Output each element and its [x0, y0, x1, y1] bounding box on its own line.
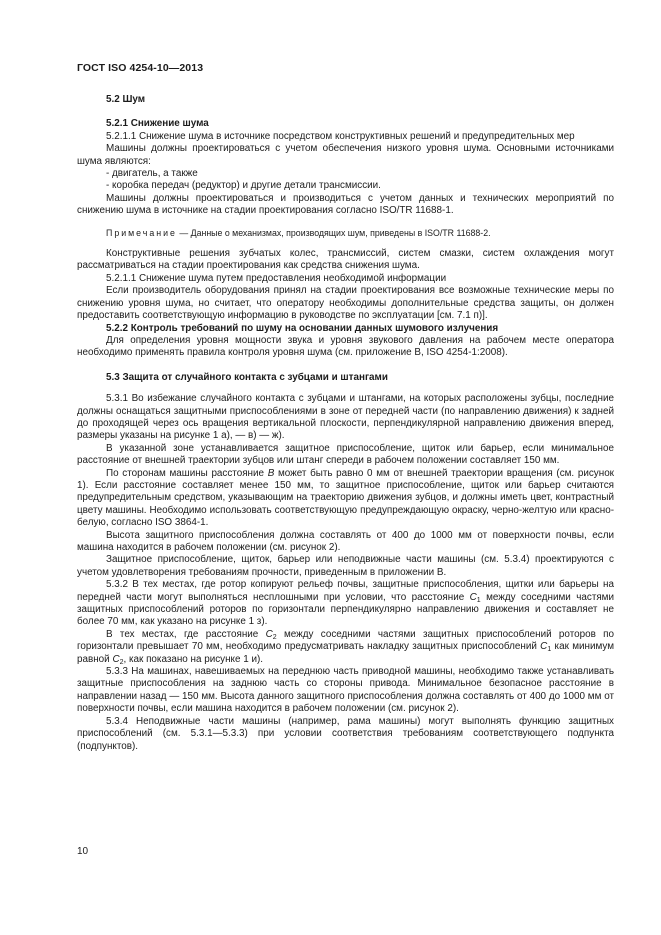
variable: B	[267, 467, 275, 479]
variable: C	[540, 641, 548, 653]
paragraph: Машины должны проектироваться с учетом обеспечения низкого уровня шума. Основными источниками шума являются:	[77, 143, 614, 167]
paragraph: 5.3.1 Во избежание случайного контакта с зубцами и штангами, на которых расположены зубцы, последние должны оснащаться защитными приспособлениями в зоне от передней части (по направлению движения) к задней до проходящей через ось вращения вертикальной плоскости, перпендикулярной направлению движения вперед, размеры указаны на рисунке 1 а), — в) — ж).	[77, 393, 614, 442]
variable: C	[469, 591, 477, 603]
text-run: По сторонам машины расстояние	[106, 467, 268, 479]
paragraph: Защитное приспособление, щиток, барьер или неподвижные части машины (см. 5.3.4) проектируются с учетом удовлетворения требованиям прочности, приведенным в приложении В.	[77, 554, 614, 578]
section-heading-5-2-2: 5.2.2 Контроль требований по шуму на основании данных шумового излучения	[106, 322, 499, 334]
text-run: В тех местах, где расстояние	[106, 628, 266, 640]
text-run: как минимум равной	[77, 641, 614, 665]
paragraph	[77, 468, 614, 530]
subscript: 2	[272, 633, 277, 641]
text-run: 5.3.2 В тех местах, где ротор копируют рельеф почвы, защитные приспособления, щитки или барьеры на передней части могут выполняться несплошными при условии, что расстояние	[77, 579, 614, 603]
variable: C	[265, 628, 273, 640]
paragraph: Конструктивные решения зубчатых колес, трансмиссий, систем смазки, систем охлаждения могут рассматриваться на стадии проектирования как средства снижения шума.	[77, 248, 614, 272]
variable: C	[112, 653, 120, 665]
document-body	[77, 94, 614, 753]
paragraph: 5.3.3 На машинах, навешиваемых на переднюю часть приводной машины, необходимо также устанавливать защитные приспособления на заднюю часть со стороны привода. Минимальное безопасное расстояние в направлении назад — 150 мм. Высота данного защитного приспособления должна составлять от 400 до 1000 мм от поверхности почвы, если машина находится в рабочем положении (см. рисунок 2).	[77, 666, 614, 715]
section-heading-5-3: 5.3 Защита от случайного контакта с зубцами и штангами	[106, 371, 388, 383]
text-run: между соседними частями защитных приспособлений роторов по горизонтали превышает 70 мм, необходимо предусматривать накладку защитных приспособлений	[77, 628, 614, 653]
text-run: может быть равно 0 мм от внешней траектории вращения (см. рисунок 1). Если расстояние составляет менее 150 мм, то защитное приспособление, щиток или барьер считаются предупредительным средством, указывающим на траекторию движения зубцов, и должны иметь цвет, контрастный цвету машины. Необходимо использовать соответствующую предупреждающую окраску, черно-желтую или красно-белую, согласно ISO 3864-1.	[77, 467, 615, 529]
page-number: 10	[77, 846, 89, 857]
note	[77, 227, 614, 239]
paragraph	[77, 579, 614, 629]
paragraph: Высота защитного приспособления должна составлять от 400 до 1000 мм от поверхности почвы, если машина находится в рабочем положении (см. рисунок 2).	[77, 529, 614, 553]
paragraph: Машины должны проектироваться и производиться с учетом данных и технических мероприятий по снижению шума в источнике на стадии проектирования согласно ISO/TR 11688-1.	[77, 192, 614, 217]
section-heading-5-2: 5.2 Шум	[106, 94, 146, 105]
list-item: - коробка передач (редуктор) и другие детали трансмиссии.	[106, 180, 381, 192]
text-run: между соседними частями защитных приспособлений роторов по горизонтали перпендикулярно направлению движения и составляет не более 70 мм, как указано на рисунке 1 з).	[77, 591, 614, 628]
section-heading-5-2-1: 5.2.1 Снижение шума	[106, 118, 209, 130]
subscript: 1	[547, 646, 552, 654]
paragraph: Для определения уровня мощности звука и уровня звукового давления на рабочем месте оператора необходимо применять правила контроля уровня шума (см. приложение В, ISO 4254-1:2008).	[77, 334, 614, 359]
paragraph: Если производитель оборудования принял на стадии проектирования все возможные технические меры по снижению уровня шума, но считает, что оператору необходимы дополнительные средства защиты, он должен предоставить соответствующую информацию в руководстве по эксплуатации [см. 7.1 п)].	[77, 285, 614, 322]
paragraph	[77, 629, 614, 666]
subscript: 2	[119, 658, 124, 666]
paragraph: 5.2.1.1 Снижение шума в источнике посредством конструктивных решений и предупредительных мер	[106, 130, 575, 142]
list-item: - двигатель, а также	[106, 168, 198, 180]
note-label: Примечание	[106, 227, 177, 238]
note-text: — Данные о механизмах, производящих шум, приведены в ISO/TR 11688-2.	[176, 227, 491, 238]
document-header: ГОСТ ISO 4254-10—2013	[77, 62, 204, 74]
text-run: , как показано на рисунке 1 и).	[123, 653, 264, 665]
subscript: 1	[476, 596, 481, 604]
paragraph: В указанной зоне устанавливается защитное приспособление, щиток или барьер, если минимальное расстояние от внешней траектории зубцов или штанг спереди в рабочем положении составляет 150 мм.	[77, 442, 614, 467]
paragraph: 5.2.1.1 Снижение шума путем предоставления необходимой информации	[106, 272, 447, 284]
paragraph: 5.3.4 Неподвижные части машины (например, рама машины) могут выполнять функцию защитных приспособлений (см. 5.3.1—5.3.3) при условии соответствия требованиям соответствующего подпункта (подпунктов).	[77, 715, 614, 752]
